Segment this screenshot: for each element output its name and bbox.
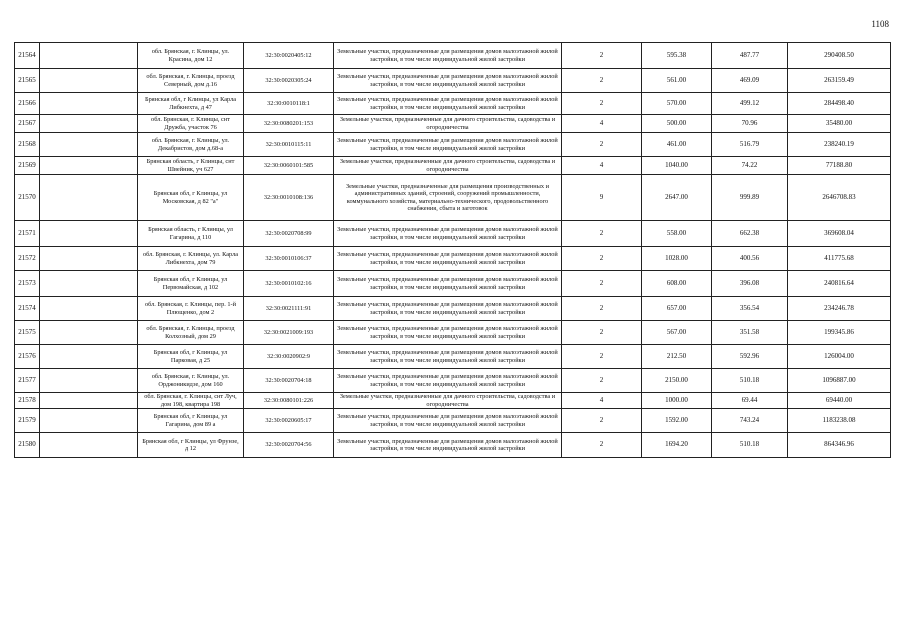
address-cell: обл. Брянская, г. Клинцы, ул. Карла Либкнехта, дом 79 [138, 247, 244, 271]
table-row [15, 369, 891, 393]
land-use-cell: Земельные участки, предназначенные для дачного строительства, садоводства и огородничества [334, 157, 562, 175]
cadastral-number-cell: 32:30:0020305:24 [244, 69, 334, 93]
specific-value-cell: 743.24 [712, 409, 788, 433]
blank-cell [40, 297, 138, 321]
group-code-cell: 2 [562, 369, 642, 393]
specific-value-cell: 469.09 [712, 69, 788, 93]
address-cell: Брянская область, г Клинцы, ул Гагарина, д 110 [138, 221, 244, 247]
row-number-cell: 21564 [15, 43, 40, 69]
blank-cell [40, 157, 138, 175]
address-cell: обл. Брянская, г. Клинцы, ул. Орджоникидзе, дом 160 [138, 369, 244, 393]
address-cell: Брянская обл, г Клинцы, ул Гагарина, дом 89 а [138, 409, 244, 433]
specific-value-cell: 74.22 [712, 157, 788, 175]
cadastral-number-cell: 32:30:0010102:16 [244, 271, 334, 297]
area-cell: 1592.00 [642, 409, 712, 433]
specific-value-cell: 592.96 [712, 345, 788, 369]
area-cell: 2150.00 [642, 369, 712, 393]
cadastral-value-cell: 35480.00 [788, 115, 891, 133]
group-code-cell: 2 [562, 133, 642, 157]
table-row [15, 297, 891, 321]
table-row [15, 321, 891, 345]
land-use-cell: Земельные участки, предназначенные для размещения домов малоэтажной жилой застройки, в том числе индивидуальной жилой застройки [334, 297, 562, 321]
area-cell: 570.00 [642, 93, 712, 115]
table-row [15, 393, 891, 409]
group-code-cell: 2 [562, 433, 642, 458]
table-row [15, 271, 891, 297]
area-cell: 1000.00 [642, 393, 712, 409]
cadastral-number-cell: 32:30:0060101:585 [244, 157, 334, 175]
cadastral-number-cell: 32:30:0080201:153 [244, 115, 334, 133]
area-cell: 1040.00 [642, 157, 712, 175]
area-cell: 461.00 [642, 133, 712, 157]
table-row [15, 133, 891, 157]
row-number-cell: 21574 [15, 297, 40, 321]
row-number-cell: 21567 [15, 115, 40, 133]
table-row [15, 221, 891, 247]
cadastral-number-cell: 32:30:0010108:136 [244, 175, 334, 221]
blank-cell [40, 133, 138, 157]
cadastral-number-cell: 32:30:0021009:193 [244, 321, 334, 345]
address-cell: Брянская обл, г Клинцы, ул Карла Либкнехта, д 47 [138, 93, 244, 115]
address-cell: Брянская область, г Клинцы, снт Швейник, уч 627 [138, 157, 244, 175]
land-use-cell: Земельные участки, предназначенные для дачного строительства, садоводства и огородничества [334, 115, 562, 133]
row-number-cell: 21578 [15, 393, 40, 409]
row-number-cell: 21576 [15, 345, 40, 369]
address-cell: обл. Брянская, г. Клинцы, ул. Декабристов, дом д.68-а [138, 133, 244, 157]
cadastral-value-cell: 284498.40 [788, 93, 891, 115]
group-code-cell: 2 [562, 345, 642, 369]
group-code-cell: 2 [562, 43, 642, 69]
row-number-cell: 21566 [15, 93, 40, 115]
area-cell: 657.00 [642, 297, 712, 321]
group-code-cell: 2 [562, 93, 642, 115]
table-body [15, 43, 891, 458]
blank-cell [40, 409, 138, 433]
land-use-cell: Земельные участки, предназначенные для размещения домов малоэтажной жилой застройки, в том числе индивидуальной жилой застройки [334, 321, 562, 345]
group-code-cell: 9 [562, 175, 642, 221]
cadastral-value-cell: 411775.68 [788, 247, 891, 271]
area-cell: 1694.20 [642, 433, 712, 458]
group-code-cell: 2 [562, 221, 642, 247]
group-code-cell: 4 [562, 157, 642, 175]
blank-cell [40, 69, 138, 93]
group-code-cell: 2 [562, 409, 642, 433]
group-code-cell: 2 [562, 321, 642, 345]
area-cell: 500.00 [642, 115, 712, 133]
table-row [15, 93, 891, 115]
row-number-cell: 21580 [15, 433, 40, 458]
cadastral-number-cell: 32:30:0021111:91 [244, 297, 334, 321]
cadastral-value-cell: 1096887.00 [788, 369, 891, 393]
land-use-cell: Земельные участки, предназначенные для размещения домов малоэтажной жилой застройки, в том числе индивидуальной жилой застройки [334, 345, 562, 369]
address-cell: обл. Брянская, г. Клинцы, снт Дружба, участок 76 [138, 115, 244, 133]
row-number-cell: 21565 [15, 69, 40, 93]
specific-value-cell: 396.08 [712, 271, 788, 297]
address-cell: Брянская обл, г Клинцы, ул Первомайская, д 102 [138, 271, 244, 297]
specific-value-cell: 69.44 [712, 393, 788, 409]
address-cell: обл. Брянская, г. Клинцы, пер. 1-й Плющенко, дом 2 [138, 297, 244, 321]
table-row [15, 433, 891, 458]
row-number-cell: 21577 [15, 369, 40, 393]
address-cell: обл. Брянская, г. Клинцы, проезд Северный, дом д.16 [138, 69, 244, 93]
specific-value-cell: 516.79 [712, 133, 788, 157]
table-row [15, 69, 891, 93]
area-cell: 608.00 [642, 271, 712, 297]
row-number-cell: 21572 [15, 247, 40, 271]
table-row [15, 115, 891, 133]
land-use-cell: Земельные участки, предназначенные для размещения домов малоэтажной жилой застройки, в том числе индивидуальной жилой застройки [334, 271, 562, 297]
group-code-cell: 2 [562, 69, 642, 93]
blank-cell [40, 271, 138, 297]
specific-value-cell: 510.18 [712, 433, 788, 458]
cadastral-value-cell: 263159.49 [788, 69, 891, 93]
row-number-cell: 21579 [15, 409, 40, 433]
row-number-cell: 21569 [15, 157, 40, 175]
land-use-cell: Земельные участки, предназначенные для размещения домов малоэтажной жилой застройки, в том числе индивидуальной жилой застройки [334, 93, 562, 115]
group-code-cell: 4 [562, 115, 642, 133]
blank-cell [40, 93, 138, 115]
area-cell: 595.38 [642, 43, 712, 69]
group-code-cell: 4 [562, 393, 642, 409]
cadastral-value-table [14, 42, 891, 458]
table-row [15, 247, 891, 271]
specific-value-cell: 351.58 [712, 321, 788, 345]
land-use-cell: Земельные участки, предназначенные для размещения домов малоэтажной жилой застройки, в том числе индивидуальной жилой застройки [334, 43, 562, 69]
area-cell: 2647.00 [642, 175, 712, 221]
land-use-cell: Земельные участки, предназначенные для размещения домов малоэтажной жилой застройки, в том числе индивидуальной жилой застройки [334, 409, 562, 433]
area-cell: 212.50 [642, 345, 712, 369]
cadastral-value-cell: 864346.96 [788, 433, 891, 458]
land-use-cell: Земельные участки, предназначенные для размещения домов малоэтажной жилой застройки, в том числе индивидуальной жилой застройки [334, 133, 562, 157]
table-row [15, 345, 891, 369]
specific-value-cell: 487.77 [712, 43, 788, 69]
page-number: 1108 [871, 19, 889, 29]
table-row [15, 157, 891, 175]
address-cell: обл. Брянская, г. Клинцы, проезд Колхозный, дом 29 [138, 321, 244, 345]
blank-cell [40, 393, 138, 409]
area-cell: 1028.00 [642, 247, 712, 271]
land-use-cell: Земельные участки, предназначенные для размещения домов малоэтажной жилой застройки, в том числе индивидуальной жилой застройки [334, 69, 562, 93]
cadastral-value-cell: 77188.80 [788, 157, 891, 175]
specific-value-cell: 499.12 [712, 93, 788, 115]
address-cell: обл. Брянская, г. Клинцы, ул. Красина, дом 12 [138, 43, 244, 69]
blank-cell [40, 115, 138, 133]
specific-value-cell: 510.18 [712, 369, 788, 393]
land-use-cell: Земельные участки, предназначенные для размещения производственных и административных зданий, строений, сооружений промышленности, коммунального хозяйства, материально-технического, продовольственного снабжения, сбыта и заготовок [334, 175, 562, 221]
cadastral-value-cell: 234246.78 [788, 297, 891, 321]
land-use-cell: Земельные участки, предназначенные для размещения домов малоэтажной жилой застройки, в том числе индивидуальной жилой застройки [334, 369, 562, 393]
cadastral-number-cell: 32:30:0020405:12 [244, 43, 334, 69]
group-code-cell: 2 [562, 247, 642, 271]
cadastral-value-cell: 240816.64 [788, 271, 891, 297]
cadastral-value-cell: 238240.19 [788, 133, 891, 157]
address-cell: обл. Брянская, г. Клинцы, снт Луч, дом 198, квартира 198 [138, 393, 244, 409]
address-cell: Брянская обл, г Клинцы, ул Фрунзе, д 12 [138, 433, 244, 458]
group-code-cell: 2 [562, 297, 642, 321]
blank-cell [40, 247, 138, 271]
area-cell: 567.00 [642, 321, 712, 345]
specific-value-cell: 662.38 [712, 221, 788, 247]
blank-cell [40, 369, 138, 393]
table-row [15, 409, 891, 433]
address-cell: Брянская обл, г Клинцы, ул Московская, д 82 "а" [138, 175, 244, 221]
cadastral-number-cell: 32:30:0010115:11 [244, 133, 334, 157]
land-use-cell: Земельные участки, предназначенные для размещения домов малоэтажной жилой застройки, в том числе индивидуальной жилой застройки [334, 221, 562, 247]
cadastral-value-cell: 369608.04 [788, 221, 891, 247]
cadastral-value-cell: 290408.50 [788, 43, 891, 69]
cadastral-number-cell: 32:30:0080101:226 [244, 393, 334, 409]
specific-value-cell: 70.96 [712, 115, 788, 133]
specific-value-cell: 400.56 [712, 247, 788, 271]
cadastral-number-cell: 32:30:0020708:99 [244, 221, 334, 247]
row-number-cell: 21575 [15, 321, 40, 345]
row-number-cell: 21568 [15, 133, 40, 157]
address-cell: Брянская обл, г Клинцы, ул Парковая, д 25 [138, 345, 244, 369]
cadastral-number-cell: 32:30:0020605:17 [244, 409, 334, 433]
row-number-cell: 21571 [15, 221, 40, 247]
cadastral-value-cell: 2646708.83 [788, 175, 891, 221]
cadastral-number-cell: 32:30:0010118:1 [244, 93, 334, 115]
area-cell: 558.00 [642, 221, 712, 247]
blank-cell [40, 433, 138, 458]
specific-value-cell: 999.89 [712, 175, 788, 221]
cadastral-value-cell: 199345.86 [788, 321, 891, 345]
land-use-cell: Земельные участки, предназначенные для дачного строительства, садоводства и огородничества [334, 393, 562, 409]
table-row [15, 175, 891, 221]
cadastral-value-cell: 1183238.08 [788, 409, 891, 433]
row-number-cell: 21573 [15, 271, 40, 297]
specific-value-cell: 356.54 [712, 297, 788, 321]
cadastral-number-cell: 32:30:0020902:9 [244, 345, 334, 369]
blank-cell [40, 345, 138, 369]
row-number-cell: 21570 [15, 175, 40, 221]
land-use-cell: Земельные участки, предназначенные для размещения домов малоэтажной жилой застройки, в том числе индивидуальной жилой застройки [334, 247, 562, 271]
blank-cell [40, 43, 138, 69]
land-use-cell: Земельные участки, предназначенные для размещения домов малоэтажной жилой застройки, в том числе индивидуальной жилой застройки [334, 433, 562, 458]
blank-cell [40, 175, 138, 221]
cadastral-number-cell: 32:30:0020704:56 [244, 433, 334, 458]
group-code-cell: 2 [562, 271, 642, 297]
blank-cell [40, 221, 138, 247]
cadastral-number-cell: 32:30:0010106:37 [244, 247, 334, 271]
cadastral-value-cell: 69440.00 [788, 393, 891, 409]
blank-cell [40, 321, 138, 345]
cadastral-value-cell: 126004.00 [788, 345, 891, 369]
cadastral-number-cell: 32:30:0020704:18 [244, 369, 334, 393]
table-row [15, 43, 891, 69]
area-cell: 561.00 [642, 69, 712, 93]
